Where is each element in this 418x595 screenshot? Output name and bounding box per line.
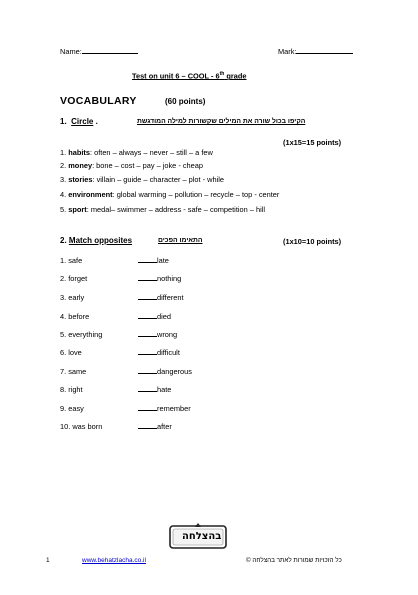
section2-heading: 2. Match opposites <box>60 236 133 245</box>
answer-blank[interactable] <box>138 404 157 411</box>
table-row: 5. everything wrong <box>60 330 178 339</box>
behatzlacha-logo <box>168 522 228 552</box>
answer-blank[interactable] <box>138 422 157 429</box>
table-row: 1. safe late <box>60 256 169 265</box>
list-item: 4. environment: global warming – pollution – recycle – top - center <box>60 190 280 199</box>
answer-blank[interactable] <box>138 312 157 319</box>
copyright-text: כל הזכויות שמורות לאתר בהצלחה © <box>246 557 342 564</box>
mark-label: Mark: <box>278 47 297 56</box>
mark-field[interactable] <box>278 47 353 56</box>
section2-hebrew-instruction: התאימו הפכים <box>158 237 203 244</box>
name-label: Name: <box>60 47 82 56</box>
list-item: 1. habits: often – always – never – still – a few <box>60 148 213 157</box>
answer-blank[interactable] <box>138 367 157 374</box>
list-item: 5. sport: medal– swimmer – address - safe – competition – hill <box>60 205 265 214</box>
table-row: 7. same dangerous <box>60 367 192 376</box>
test-title: Test on unit 6 – COOL - 6th grade <box>132 71 247 81</box>
answer-blank[interactable] <box>138 385 157 392</box>
table-row: 6. love difficult <box>60 348 180 357</box>
section1-title: Circle <box>71 117 94 126</box>
table-row: 3. early different <box>60 293 184 302</box>
table-row: 9. easy remember <box>60 404 191 413</box>
mark-line <box>296 47 353 54</box>
list-item: 3. stories: villain – guide – character – plot - while <box>60 175 224 184</box>
answer-blank[interactable] <box>138 348 157 355</box>
name-line <box>82 47 138 54</box>
website-link[interactable]: www.behatzlacha.co.il <box>82 557 146 564</box>
vocabulary-points: (60 points) <box>165 97 206 106</box>
vocabulary-heading: VOCABULARY <box>60 95 137 107</box>
table-row: 4. before died <box>60 312 171 321</box>
section2-points: (1x10=10 points) <box>283 237 342 246</box>
name-field[interactable] <box>60 47 138 56</box>
table-row: 10. was born after <box>60 422 172 431</box>
section1-heading: 1. Circle . <box>60 117 98 126</box>
table-row: 2. forget nothing <box>60 274 182 283</box>
list-item: 2. money: bone – cost – pay – joke - cheap <box>60 161 203 170</box>
answer-blank[interactable] <box>138 274 157 281</box>
section1-hebrew-instruction: הקיפו בכול שורה את המילים שקשורות למילה המודגשת <box>137 118 306 125</box>
answer-blank[interactable] <box>138 293 157 300</box>
section1-points: (1x15=15 points) <box>283 138 342 147</box>
table-row: 8. right hate <box>60 385 172 394</box>
section2-title: Match opposites <box>68 236 133 245</box>
answer-blank[interactable] <box>138 330 157 337</box>
answer-blank[interactable] <box>138 256 157 263</box>
page-number: 1 <box>46 557 50 564</box>
logo-text: בהצלחה <box>182 531 222 542</box>
